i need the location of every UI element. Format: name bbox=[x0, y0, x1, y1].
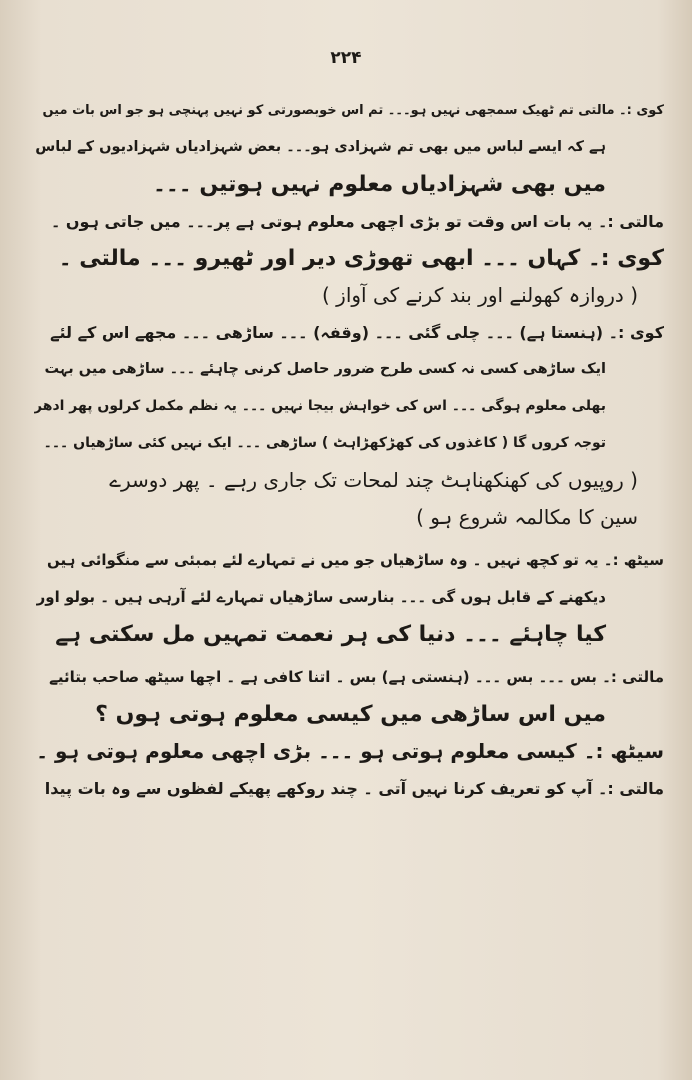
dialogue-line: کیا چاہئے ۔۔۔ دنیا کی ہر نعمت تمہیں مل سکتی ہے bbox=[55, 622, 606, 647]
dialogue-line: مالتی :۔ آپ کو تعریف کرنا نہیں آتی ۔ چند روکھے پھیکے لفظوں سے وہ بات پیدا bbox=[44, 779, 664, 798]
page-number: ۲۲۴ bbox=[330, 48, 362, 68]
dialogue-line: کوی :۔ (ہنستا ہے) ۔۔۔ چلی گئی ۔۔۔ (وقفہ) ۔۔۔ ساڑھی ۔۔۔ مجھے اس کے لئے bbox=[50, 323, 664, 342]
dialogue-line: بھلی معلوم ہوگی ۔۔۔ اس کی خواہش بیجا نہیں ۔۔۔ یہ نظم مکمل کرلوں پھر ادھر bbox=[34, 398, 606, 414]
dialogue-line: سیٹھ :۔ کیسی معلوم ہوتی ہو ۔۔۔ بڑی اچھی معلوم ہوتی ہو ۔ bbox=[36, 739, 664, 763]
stage-direction-line: ( دروازہ کھولنے اور بند کرنے کی آواز ) bbox=[322, 283, 638, 307]
dialogue-line: مالتی :۔ بس ۔۔۔ بس ۔۔۔ (ہنستی ہے) بس ۔ اتنا کافی ہے ۔ اچھا سیٹھ صاحب بتائیے bbox=[49, 668, 664, 686]
dialogue-line: مالتی :۔ یہ بات اس وقت تو بڑی اچھی معلوم ہوتی ہے پر۔۔۔ میں جاتی ہوں ۔ bbox=[50, 212, 664, 231]
dialogue-line: دیکھنے کے قابل ہوں گی ۔۔۔ بنارسی ساڑھیاں تمہارے لئے آرہی ہیں ۔ بولو اور bbox=[36, 588, 606, 606]
stage-direction-line: سین کا مکالمہ شروع ہو ) bbox=[416, 505, 638, 529]
dialogue-line: میں اس ساڑھی میں کیسی معلوم ہوتی ہوں ؟ bbox=[95, 702, 606, 727]
dialogue-line: توجہ کروں گا ( کاغذوں کی کھڑکھڑاہٹ ) ساڑھی ۔۔۔ ایک نہیں کئی ساڑھیاں ۔۔۔ bbox=[43, 435, 606, 451]
dialogue-line: کوی :۔ مالتی تم ٹھیک سمجھی نہیں ہو۔۔۔ تم اس خوبصورتی کو نہیں پہنچی ہو جو اس بات میں bbox=[42, 103, 664, 118]
stage-direction-line: ( روپیوں کی کھنکھناہٹ چند لمحات تک جاری رہے ۔ پھر دوسرے bbox=[109, 468, 638, 492]
dialogue-line: ایک ساڑھی کسی نہ کسی طرح ضرور حاصل کرنی چاہئے ۔۔۔ ساڑھی میں بہت bbox=[44, 361, 606, 377]
dialogue-line: ہے کہ ایسے لباس میں بھی تم شہزادی ہو۔۔۔ بعض شہزادیاں شہزادیوں کے لباس bbox=[35, 139, 606, 155]
dialogue-line: کوی :۔ کہاں ۔۔۔ ابھی تھوڑی دیر اور ٹھیرو ۔۔۔ مالتی ۔ bbox=[58, 246, 664, 271]
page-body-text bbox=[34, 92, 664, 807]
dialogue-line: میں بھی شہزادیاں معلوم نہیں ہوتیں ۔۔۔ bbox=[153, 172, 606, 197]
dialogue-line: سیٹھ :۔ یہ تو کچھ نہیں ۔ وہ ساڑھیاں جو میں نے تمہارے لئے بمبئی سے منگوائی ہیں bbox=[46, 551, 664, 569]
